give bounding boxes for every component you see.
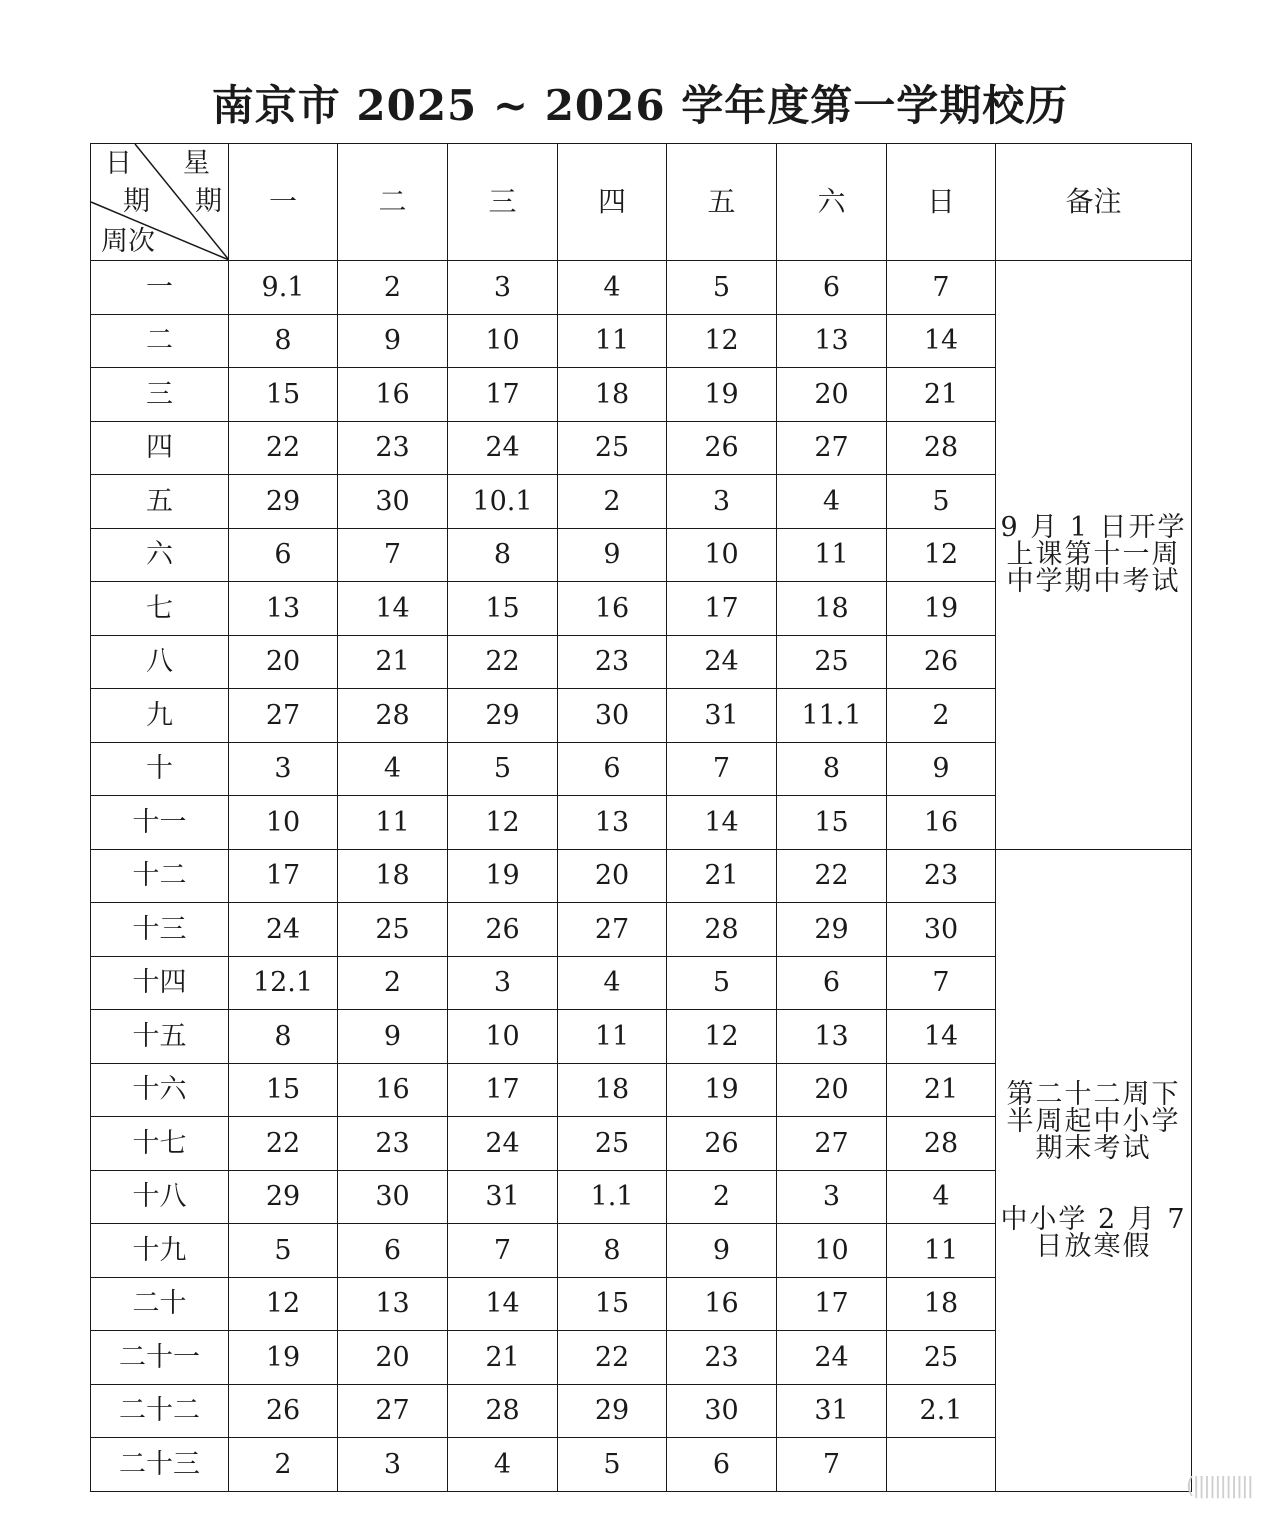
date-cell: 25 [887,1331,996,1385]
date-cell: 28 [338,689,448,743]
date-cell: 5 [448,742,558,796]
date-cell: 30 [338,1170,448,1224]
date-cell: 2 [667,1170,777,1224]
date-cell: 17 [448,1063,558,1117]
date-cell: 11 [777,528,887,582]
date-cell: 30 [887,903,996,957]
date-cell: 28 [667,903,777,957]
date-cell: 12 [448,796,558,850]
date-cell: 29 [558,1384,667,1438]
date-cell: 5 [887,475,996,529]
date-cell: 25 [558,1117,667,1171]
week-number-cell: 八 [91,635,229,689]
date-cell: 10 [448,314,558,368]
date-cell: 4 [558,261,667,315]
date-cell: 7 [777,1438,887,1492]
remarks-text: 9 月 1 日开学上课第十一周中学期中考试 [1000,512,1187,598]
date-cell: 22 [777,849,887,903]
date-cell: 3 [448,261,558,315]
week-number-cell: 十八 [91,1170,229,1224]
date-cell: 14 [887,1010,996,1064]
date-cell: 30 [558,689,667,743]
date-cell: 7 [887,956,996,1010]
date-cell: 10 [777,1224,887,1278]
date-cell: 9 [887,742,996,796]
date-cell: 18 [558,368,667,422]
date-cell: 29 [777,903,887,957]
date-cell: 16 [338,1063,448,1117]
date-cell: 8 [229,1010,338,1064]
week-number-cell: 三 [91,368,229,422]
header-corner-cell [91,144,229,261]
date-cell: 21 [448,1331,558,1385]
date-cell: 23 [667,1331,777,1385]
date-cell: 26 [229,1384,338,1438]
date-cell: 6 [777,956,887,1010]
date-cell: 24 [448,421,558,475]
date-cell: 22 [229,1117,338,1171]
date-cell: 31 [448,1170,558,1224]
date-cell: 4 [448,1438,558,1492]
date-cell: 11 [558,1010,667,1064]
corner-label-week-number: 周次 [101,226,155,257]
date-cell: 21 [667,849,777,903]
date-cell: 11 [558,314,667,368]
date-cell: 7 [448,1224,558,1278]
date-cell: 12 [667,314,777,368]
date-cell: 2 [558,475,667,529]
date-cell: 17 [777,1277,887,1331]
week-number-cell: 十九 [91,1224,229,1278]
date-cell: 11.1 [777,689,887,743]
date-cell: 15 [777,796,887,850]
date-cell: 18 [777,582,887,636]
date-cell: 27 [558,903,667,957]
week-number-cell: 十六 [91,1063,229,1117]
date-cell: 27 [777,421,887,475]
date-cell: 5 [667,956,777,1010]
week-number-cell: 二十三 [91,1438,229,1492]
weekday-header: 一 [229,144,338,261]
date-cell: 2 [338,956,448,1010]
date-cell: 18 [558,1063,667,1117]
date-cell: 26 [887,635,996,689]
remarks-text: 中小学 2 月 7 日放寒假 [1000,1203,1187,1262]
week-number-cell: 二 [91,314,229,368]
corner-label-week-star: 星 [183,148,210,179]
date-cell: 20 [558,849,667,903]
date-cell: 29 [229,1170,338,1224]
corner-label-qi-right: 期 [195,186,222,217]
date-cell: 11 [338,796,448,850]
remarks-cell [996,849,1192,1491]
date-cell: 27 [338,1384,448,1438]
date-cell: 4 [558,956,667,1010]
date-cell: 8 [777,742,887,796]
date-cell: 19 [667,1063,777,1117]
date-cell: 23 [338,1117,448,1171]
date-cell: 9 [338,1010,448,1064]
week-number-cell: 二十 [91,1277,229,1331]
corner-label-date: 日 [105,148,132,179]
date-cell: 28 [887,421,996,475]
date-cell: 19 [448,849,558,903]
date-cell: 31 [777,1384,887,1438]
date-cell: 15 [558,1277,667,1331]
date-cell: 8 [229,314,338,368]
date-cell: 3 [667,475,777,529]
date-cell: 19 [667,368,777,422]
date-cell: 21 [338,635,448,689]
date-cell: 1.1 [558,1170,667,1224]
date-cell: 29 [229,475,338,529]
date-cell: 2 [338,261,448,315]
date-cell: 20 [338,1331,448,1385]
date-cell: 22 [448,635,558,689]
date-cell: 5 [558,1438,667,1492]
date-cell: 24 [448,1117,558,1171]
date-cell: 24 [229,903,338,957]
date-cell: 18 [887,1277,996,1331]
date-cell: 23 [338,421,448,475]
date-cell: 17 [448,368,558,422]
date-cell: 31 [667,689,777,743]
date-cell: 12 [887,528,996,582]
date-cell: 5 [229,1224,338,1278]
date-cell: 17 [667,582,777,636]
week-number-cell: 二十二 [91,1384,229,1438]
date-cell: 6 [667,1438,777,1492]
date-cell: 27 [777,1117,887,1171]
weekday-header: 四 [558,144,667,261]
date-cell: 19 [229,1331,338,1385]
date-cell: 22 [229,421,338,475]
date-cell: 12 [667,1010,777,1064]
date-cell: 13 [777,314,887,368]
week-number-cell: 十七 [91,1117,229,1171]
date-cell: 26 [667,1117,777,1171]
weekday-header: 六 [777,144,887,261]
date-cell: 26 [667,421,777,475]
date-cell: 24 [777,1331,887,1385]
date-cell: 15 [229,1063,338,1117]
week-number-cell: 十三 [91,903,229,957]
date-cell: 28 [448,1384,558,1438]
date-cell: 20 [229,635,338,689]
header-row [91,144,1192,261]
date-cell: 13 [558,796,667,850]
date-cell: 16 [558,582,667,636]
date-cell: 25 [777,635,887,689]
date-cell: 9.1 [229,261,338,315]
date-cell: 27 [229,689,338,743]
date-cell: 13 [777,1010,887,1064]
remarks-cell [996,261,1192,850]
date-cell: 25 [558,421,667,475]
date-cell: 14 [338,582,448,636]
week-number-cell: 十四 [91,956,229,1010]
date-cell: 4 [338,742,448,796]
date-cell: 9 [338,314,448,368]
date-cell: 28 [887,1117,996,1171]
date-cell: 9 [558,528,667,582]
date-cell: 11 [887,1224,996,1278]
week-number-cell: 一 [91,261,229,315]
date-cell: 23 [887,849,996,903]
weekday-header: 三 [448,144,558,261]
date-cell: 9 [667,1224,777,1278]
weekday-header: 日 [887,144,996,261]
date-cell: 20 [777,368,887,422]
date-cell: 7 [887,261,996,315]
date-cell: 4 [887,1170,996,1224]
week-number-cell: 十二 [91,849,229,903]
week-number-cell: 六 [91,528,229,582]
date-cell: 12.1 [229,956,338,1010]
page-title: 南京市 2025 ~ 2026 学年度第一学期校历 [211,81,1069,130]
date-cell: 2.1 [887,1384,996,1438]
remarks-header: 备注 [996,144,1192,261]
date-cell: 26 [448,903,558,957]
date-cell: 13 [338,1277,448,1331]
week-row [91,849,1192,903]
date-cell: 22 [558,1331,667,1385]
date-cell: 3 [777,1170,887,1224]
date-cell: 14 [887,314,996,368]
week-number-cell: 十五 [91,1010,229,1064]
date-cell: 16 [338,368,448,422]
date-cell: 15 [229,368,338,422]
date-cell: 29 [448,689,558,743]
date-cell: 30 [338,475,448,529]
date-cell: 12 [229,1277,338,1331]
date-cell: 14 [448,1277,558,1331]
date-cell: 5 [667,261,777,315]
school-calendar-table [90,143,1192,1492]
weekday-header: 五 [667,144,777,261]
week-number-cell: 五 [91,475,229,529]
week-number-cell: 七 [91,582,229,636]
date-cell: 16 [887,796,996,850]
week-number-cell: 十一 [91,796,229,850]
date-cell: 6 [558,742,667,796]
date-cell: 3 [338,1438,448,1492]
date-cell: 10 [448,1010,558,1064]
date-cell: 2 [887,689,996,743]
date-cell: 14 [667,796,777,850]
date-cell: 8 [448,528,558,582]
date-cell: 3 [448,956,558,1010]
date-cell: 17 [229,849,338,903]
date-cell: 10 [667,528,777,582]
date-cell: 18 [338,849,448,903]
date-cell: 4 [777,475,887,529]
date-cell: 6 [777,261,887,315]
week-number-cell: 二十一 [91,1331,229,1385]
date-cell: 13 [229,582,338,636]
date-cell [887,1438,996,1492]
week-number-cell: 四 [91,421,229,475]
date-cell: 8 [558,1224,667,1278]
week-number-cell: 九 [91,689,229,743]
date-cell: 24 [667,635,777,689]
date-cell: 10 [229,796,338,850]
date-cell: 7 [667,742,777,796]
date-cell: 7 [338,528,448,582]
date-cell: 20 [777,1063,887,1117]
date-cell: 19 [887,582,996,636]
date-cell: 3 [229,742,338,796]
date-cell: 21 [887,1063,996,1117]
date-cell: 21 [887,368,996,422]
weekday-header: 二 [338,144,448,261]
date-cell: 23 [558,635,667,689]
date-cell: 10.1 [448,475,558,529]
corner-label-qi-left: 期 [123,186,150,217]
week-row [91,261,1192,315]
date-cell: 30 [667,1384,777,1438]
date-cell: 6 [338,1224,448,1278]
watermark: (||||||||||| [1185,1474,1252,1499]
date-cell: 25 [338,903,448,957]
date-cell: 6 [229,528,338,582]
remarks-text: 第二十二周下半周起中小学期末考试 [1006,1078,1181,1164]
week-number-cell: 十 [91,742,229,796]
date-cell: 16 [667,1277,777,1331]
date-cell: 15 [448,582,558,636]
date-cell: 2 [229,1438,338,1492]
